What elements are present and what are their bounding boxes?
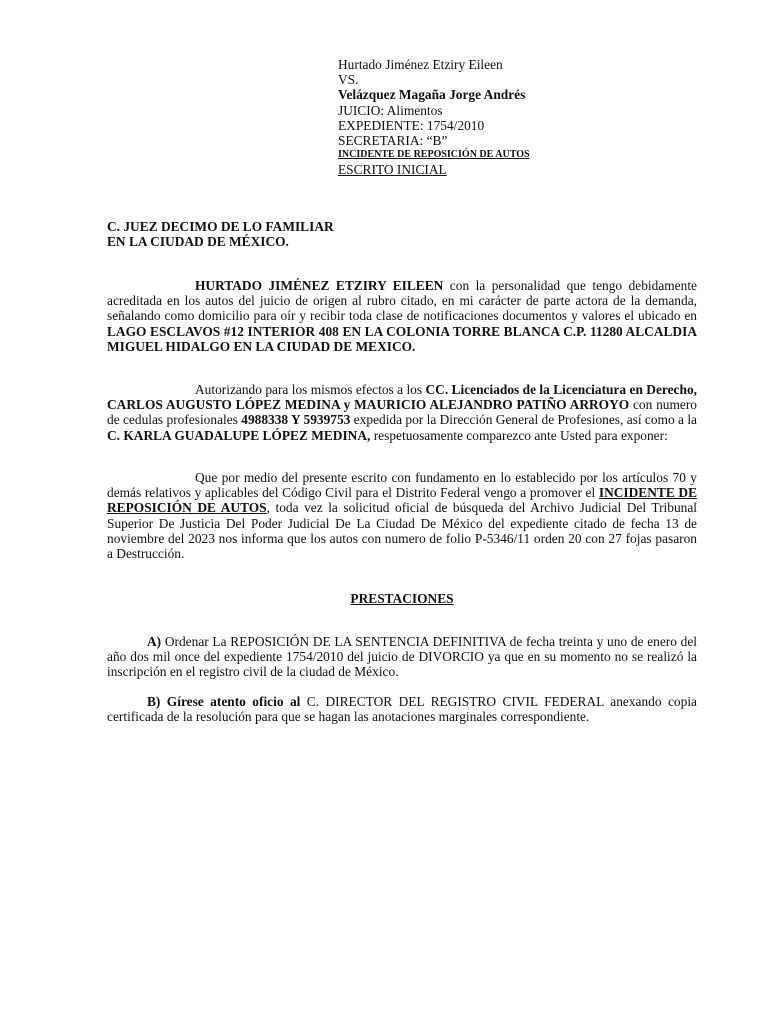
prestacion-b-text: C. DIRECTOR DEL REGISTRO CIVIL FEDERAL anexando copia certificada de la resolución para que se hagan las anotaciones marginales correspondiente. bbox=[107, 694, 697, 725]
caption-actor: Hurtado Jiménez Etziry Eileen bbox=[338, 57, 503, 72]
caption-escrito: ESCRITO INICIAL bbox=[338, 162, 447, 178]
case-caption bbox=[338, 57, 738, 177]
paragraph-prestacion-b bbox=[107, 694, 697, 724]
paragraph-prestacion-a bbox=[107, 634, 697, 680]
p2-lawyers: CC. Licenciados de la Licenciatura en Derecho, CARLOS AUGUSTO LÓPEZ MEDINA y MAURICIO ALEJANDRO PATIÑO ARROYO bbox=[107, 382, 697, 413]
actor-address: LAGO ESCLAVOS #12 INTERIOR 408 EN LA COLONIA TORRE BLANCA C.P. 11280 ALCALDIA MIGUEL HIDALGO EN LA CIUDAD DE MEXICO. bbox=[107, 323, 697, 354]
p3-text-1: Que por medio del presente escrito con fundamento en lo establecido por los artículos 70 y demás relativos y aplicables del Código Civil para el Distrito Federal vengo a promover el bbox=[107, 470, 697, 501]
paragraph-personalidad bbox=[107, 278, 697, 354]
prestacion-b-lead: B) Gírese atento oficio al bbox=[147, 694, 301, 709]
caption-defendant: Velázquez Magaña Jorge Andrés bbox=[338, 87, 526, 103]
p2-text-4: respetuosamente comparezco ante Usted para exponer: bbox=[370, 427, 668, 443]
caption-vs: VS. bbox=[338, 72, 359, 88]
paragraph-autorizados bbox=[107, 382, 697, 443]
p2-text-1: Autorizando para los mismos efectos a los bbox=[195, 382, 426, 397]
p2-text-3: expedida por la Dirección General de Profesiones, así como a la bbox=[350, 412, 697, 428]
p1-text: con la personalidad que tengo debidamente acreditada en los autos del juicio de origen al rubro citado, en mi carácter de parte actora de la demanda, señalando como domicilio para oír y recibir toda clase de notificaciones documentos y valores el ubicado en bbox=[107, 278, 697, 324]
section-heading-prestaciones: PRESTACIONES bbox=[350, 591, 454, 606]
paragraph-fundamento bbox=[107, 470, 697, 561]
p3-text-2: , toda vez la solicitud oficial de búsqueda del Archivo Judicial Del Tribunal Superior De Justicia Del Poder Judicial De La Ciudad De México del expediente citado de fecha 13 de noviembre del 2023 nos informa que los autos con numero de folio P-5346/11 orden 20 con 27 fojas pasaron a Destrucción. bbox=[107, 500, 697, 562]
caption-expediente: EXPEDIENTE: 1754/2010 bbox=[338, 117, 485, 133]
actor-name: HURTADO JIMÉNEZ ETZIRY EILEEN bbox=[195, 278, 444, 293]
caption-incidente: INCIDENTE DE REPOSICIÓN DE AUTOS bbox=[338, 149, 530, 161]
p2-cedulas: 4988338 Y 5939753 bbox=[241, 412, 351, 428]
prestacion-a-text: Ordenar La REPOSICIÓN DE LA SENTENCIA DEFINITIVA de fecha treinta y uno de enero del año dos mil once del expediente 1754/2010 del juicio de DIVORCIO ya que en su momento no se realizó la inscripción en el registro civil de la ciudad de México. bbox=[107, 634, 697, 680]
caption-juicio: JUICIO: Alimentos bbox=[338, 102, 443, 118]
p3-incidente: INCIDENTE DE REPOSICIÓN DE AUTOS bbox=[107, 485, 697, 516]
p2-karla: C. KARLA GUADALUPE LÓPEZ MEDINA, bbox=[107, 427, 371, 443]
caption-secretaria: SECRETARIA: “B” bbox=[338, 133, 448, 149]
p2-text-2: con numero de cedulas profesionales bbox=[107, 397, 698, 428]
addressee-line-1: C. JUEZ DECIMO DE LO FAMILIAR bbox=[107, 219, 334, 234]
addressee-line-2: EN LA CIUDAD DE MÉXICO. bbox=[107, 234, 289, 250]
addressee bbox=[107, 219, 334, 249]
prestacion-a-label: A) bbox=[147, 634, 162, 649]
